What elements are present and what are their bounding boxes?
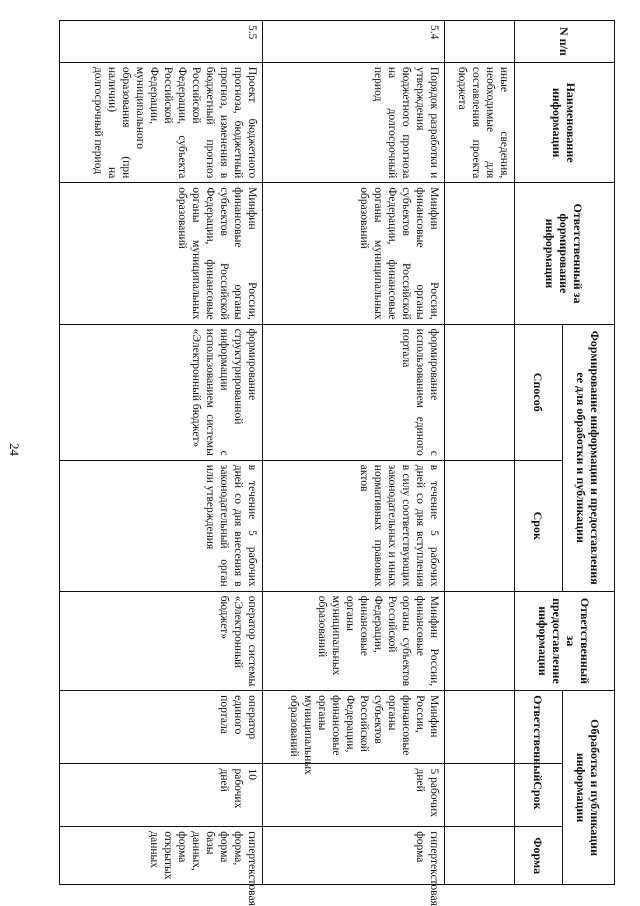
header-responsible: Ответственный bbox=[515, 691, 563, 764]
header-processing-group: Обработка и публикации информации bbox=[563, 691, 615, 885]
header-responsible-provision: Ответственный за предоставление информации bbox=[515, 591, 615, 690]
cell-term: в течение 5 рабочих дней со дня внесения в законодательный орган или утверждения bbox=[60, 460, 263, 591]
cell-term2: 5 рабочих дней bbox=[263, 764, 445, 827]
table-row bbox=[445, 21, 515, 885]
cell-responsible: оператор единого портала bbox=[60, 691, 263, 764]
page-number: 24 bbox=[7, 443, 22, 456]
cell-num: 5.5 bbox=[60, 21, 263, 63]
cell-responsible: Минфин России, финансовые органы субъектов Российской Федерации, финансовые органы муниципальных образований bbox=[263, 691, 445, 764]
cell-responsible-provision bbox=[445, 591, 515, 690]
cell-form bbox=[445, 827, 515, 885]
cell-num bbox=[445, 21, 515, 63]
cell-form: гипертекстовая форма bbox=[263, 827, 445, 885]
cell-method: формирование структурированной информации с использованием системы «Электронный бюджет» bbox=[60, 324, 263, 460]
cell-name: Порядок разработки и утверждения бюджетного прогноза на долгосрочный период bbox=[263, 62, 445, 182]
cell-name: Проект бюджетного прогноза, бюджетный прогноз, изменения в бюджетный прогноз Российской Федерации, субъекта Российской Федерации, муниципального образования (при наличии) на долгосрочный период bbox=[60, 62, 263, 182]
table-row bbox=[60, 21, 263, 885]
header-num: N п/п bbox=[515, 21, 615, 63]
cell-term: в течение 5 рабочих дней со дня вступления в силу соответствующих законодательных и иных нормативных правовых актов bbox=[263, 460, 445, 591]
header-formation-group: Формирование информации и предоставления ее для обработки и публикации bbox=[563, 324, 615, 591]
cell-form: гипертекстовая форма, форма базы данных, форма открытых данных bbox=[60, 827, 263, 885]
header-responsible-formation: Ответственный за формирование информации bbox=[515, 183, 615, 324]
cell-term2: 10 рабочих дней bbox=[60, 764, 263, 827]
cell-term2 bbox=[445, 764, 515, 827]
cell-responsible-provision: оператор системы «Электронный бюджет» bbox=[60, 591, 263, 690]
header-term: Срок bbox=[515, 460, 563, 591]
cell-responsible-formation bbox=[445, 183, 515, 324]
header-form: Форма bbox=[515, 827, 563, 885]
information-table bbox=[59, 20, 615, 906]
table-row bbox=[263, 21, 445, 885]
cell-term bbox=[445, 460, 515, 591]
cell-num: 5.4 bbox=[263, 21, 445, 63]
header-method: Способ bbox=[515, 324, 563, 460]
cell-responsible-provision: Минфин России, финансовые органы субъектов Российской Федерации, финансовые органы муниципальных образований bbox=[263, 591, 445, 690]
cell-method bbox=[445, 324, 515, 460]
header-term2: Срок bbox=[515, 764, 563, 827]
cell-responsible-formation: Минфин России, финансовые органы субъектов Российской Федерации, финансовые органы муниципальных образований bbox=[263, 183, 445, 324]
header-name: Наименование информации bbox=[515, 62, 615, 182]
cell-responsible-formation: Минфин России, финансовые органы субъектов Российской Федерации, финансовые органы муниципальных образований bbox=[60, 183, 263, 324]
rotated-table-container bbox=[60, 20, 615, 906]
cell-method: формирование с использованием единого портала bbox=[263, 324, 445, 460]
cell-responsible bbox=[445, 691, 515, 764]
cell-name: иные сведения, необходимые для составления проекта бюджета bbox=[445, 62, 515, 182]
